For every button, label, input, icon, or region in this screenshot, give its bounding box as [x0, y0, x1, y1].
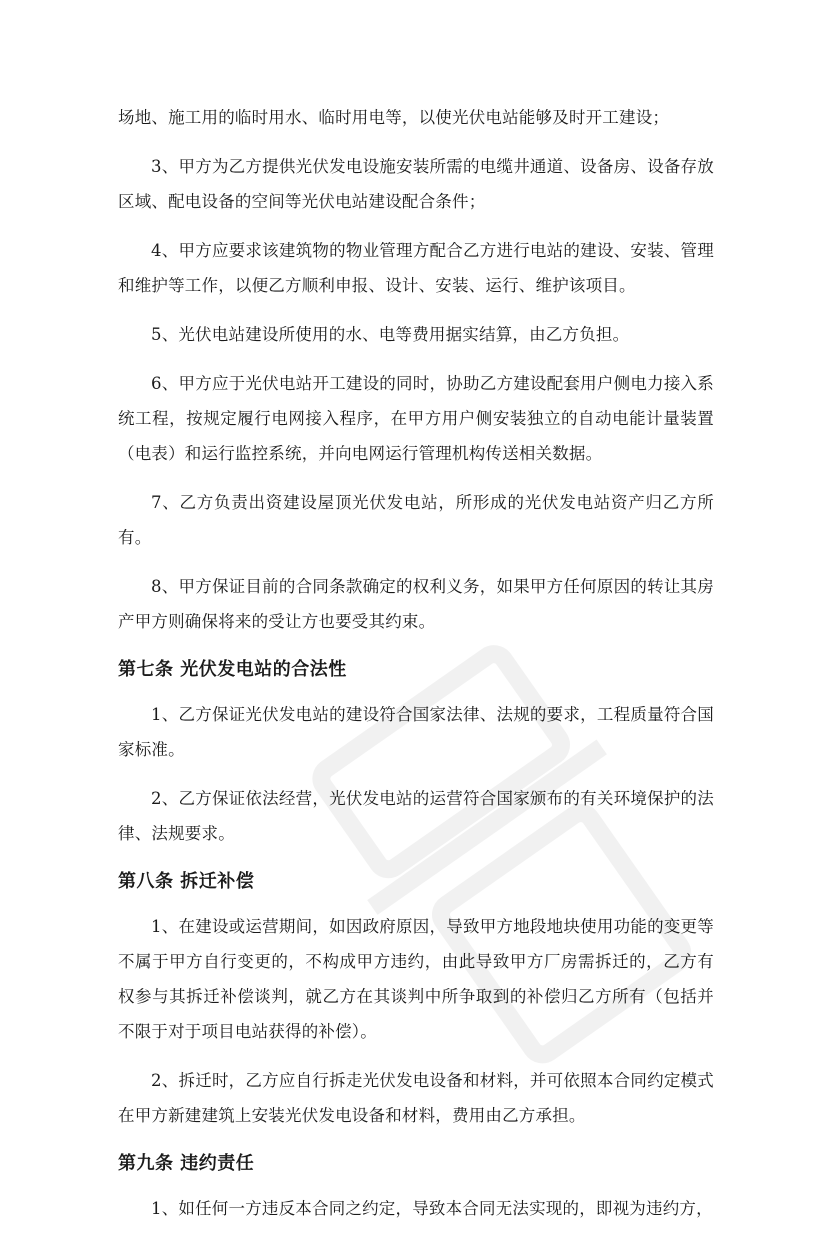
- paragraph-item-6: 6、甲方应于光伏电站开工建设的同时，协助乙方建设配套用户侧电力接入系统工程，按规定履行电网接入程序，在甲方用户侧安装独立的自动电能计量装置（电表）和运行监控系统，并向电网运行管理机构传送相关数据。: [118, 374, 714, 463]
- paragraph-item-4: 4、甲方应要求该建筑物的物业管理方配合乙方进行电站的建设、安装、管理和维护等工作，以便乙方顺利申报、设计、安装、运行、维护该项目。: [118, 241, 714, 295]
- paragraph-item-7: 7、乙方负责出资建设屋顶光伏发电站，所形成的光伏发电站资产归乙方所有。: [118, 493, 714, 547]
- article-7-item-1: 1、乙方保证光伏发电站的建设符合国家法律、法规的要求，工程质量符合国家标准。: [118, 705, 714, 759]
- document-body: [118, 100, 714, 1240]
- article-8-heading: 第八条 拆迁补偿: [118, 871, 255, 892]
- paragraph-continuation: 场地、施工用的临时用水、临时用电等，以使光伏电站能够及时开工建设；: [118, 108, 670, 127]
- article-8-item-1: 1、在建设或运营期间，如因政府原因，导致甲方地段地块使用功能的变更等不属于甲方自行变更的，不构成甲方违约，由此导致甲方厂房需拆迁的，乙方有权参与其拆迁补偿谈判，就乙方在其谈判中所争取到的补偿归乙方所有（包括并不限于对于项目电站获得的补偿）。: [118, 917, 714, 1041]
- article-8-item-2: 2、拆迁时，乙方应自行拆走光伏发电设备和材料，并可依照本合同约定模式在甲方新建建筑上安装光伏发电设备和材料，费用由乙方承担。: [118, 1071, 714, 1125]
- article-9-item-1: 1、如任何一方违反本合同之约定，导致本合同无法实现的，即视为违约方，: [151, 1199, 713, 1218]
- article-7-heading: 第七条 光伏发电站的合法性: [118, 659, 347, 680]
- paragraph-item-8: 8、甲方保证目前的合同条款确定的权利义务，如果甲方任何原因的转让其房产甲方则确保将来的受让方也要受其约束。: [118, 577, 714, 631]
- article-9-heading: 第九条 违约责任: [118, 1153, 255, 1174]
- article-7-item-2: 2、乙方保证依法经营，光伏发电站的运营符合国家颁布的有关环境保护的法律、法规要求。: [118, 789, 714, 843]
- paragraph-item-5: 5、光伏电站建设所使用的水、电等费用据实结算，由乙方负担。: [151, 325, 630, 344]
- paragraph-item-3: 3、甲方为乙方提供光伏发电设施安装所需的电缆井通道、设备房、设备存放区域、配电设备的空间等光伏电站建设配合条件；: [118, 157, 714, 211]
